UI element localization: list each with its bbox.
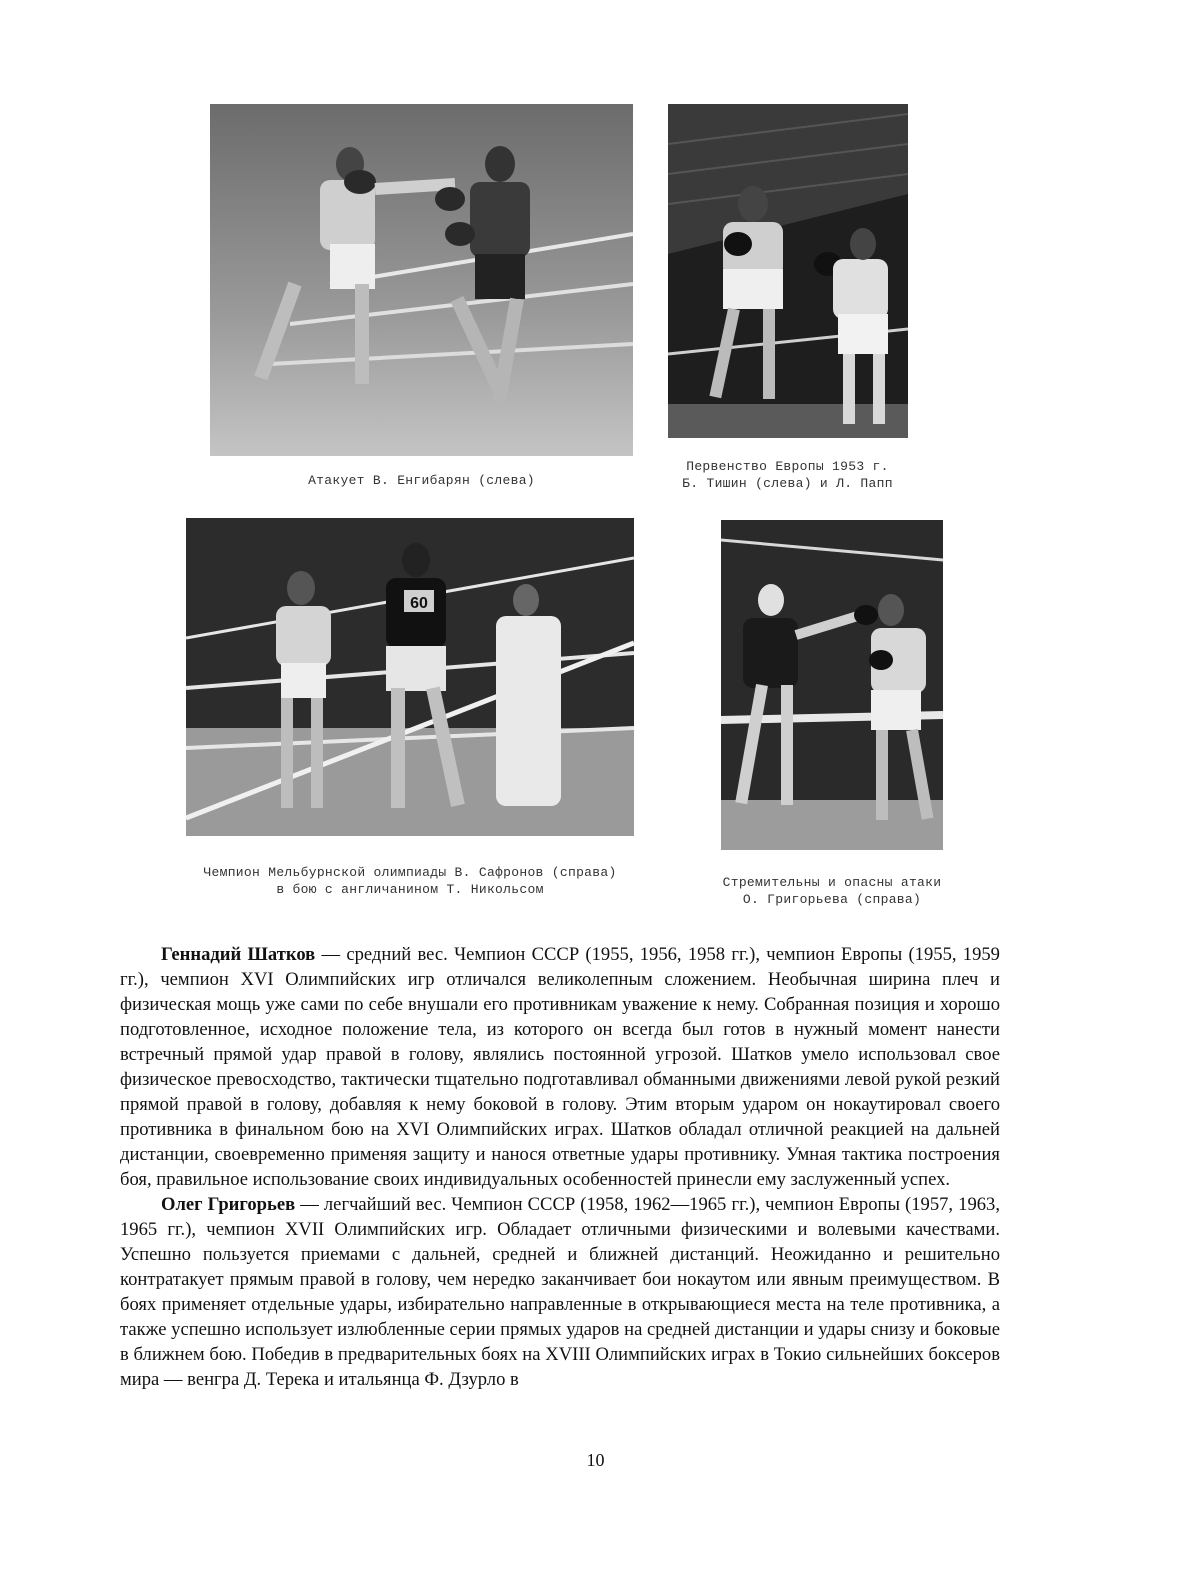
photo-safronov-nicholls: [186, 518, 634, 836]
paragraph-text: — средний вес. Чемпион СССР (1955, 1956, 1958 гг.), чемпион Европы (1955, 1959 гг.), чемпион XVI Олимпийских игр отличался великолепным сложением. Необычная ширина плеч и физическая мощь уже сами по себе внушали его противникам уважение к нему. Собранная позиция и хорошо подготовленное, исходное положение тела, из которого он всегда был готов в нужный момент нанести встречный прямой удар правой в голову, являлись постоянной угрозой. Шатков умело использовал свое физическое превосходство, тактически тщательно подготавливал обманными движениями левой рукой резкий прямой правой в голову, добавляя к нему боковой в голову. Этим вторым ударом он нокаутировал своего противника в финальном бою на XVI Олимпийских играх. Шатков обладал отличной реакцией на дальней дистанции, своевременно применяя защиту и нанося ответные удары противнику. Умная тактика построения боя, правильное использование своих индивидуальных особенностей принесли ему заслуженный успех.: [120, 944, 1000, 1190]
caption-photo-2: [655, 458, 920, 492]
caption-photo-3: [160, 864, 660, 898]
body-text: [120, 942, 1000, 1392]
caption-line: Стремительны и опасны атаки: [722, 875, 942, 890]
caption-line: О. Григорьева (справа): [742, 892, 922, 907]
caption-line: Первенство Европы 1953 г.: [686, 459, 889, 474]
person-name: Геннадий Шатков: [161, 944, 316, 965]
caption-line: Б. Тишин (слева) и Л. Папп: [682, 476, 893, 491]
paragraph-grigoriev: [120, 1192, 1000, 1392]
photo-grigoriev: [721, 520, 943, 850]
person-name: Олег Григорьев: [161, 1194, 296, 1215]
caption-photo-4: [700, 874, 964, 908]
jersey-number: 60: [410, 595, 428, 612]
caption-photo-1: [210, 472, 633, 489]
paragraph-shatkov: [120, 942, 1000, 1192]
caption-line: в бою с англичанином Т. Никольсом: [276, 882, 544, 897]
paragraph-text: — легчайший вес. Чемпион СССР (1958, 1962—1965 гг.), чемпион Европы (1957, 1963, 1965 гг.), чемпион XVII Олимпийских игр. Обладает отличными физическими и волевыми качествами. Успешно пользуется приемами с дальней, средней и ближней дистанций. Неожиданно и решительно контратакует прямым правой в голову, чем нередко заканчивает бои нокаутом или явным преимуществом. В боях применяет отдельные удары, избирательно направленные в открывающиеся места на теле противника, а также успешно использует излюбленные серии прямых ударов на средней дистанции и удары снизу и боковые в ближнем бою. Победив в предварительных боях на XVIII Олимпийских играх в Токио сильнейших боксеров мира — венгра Д. Терека и итальянца Ф. Дзурло в: [120, 1194, 1000, 1390]
caption-line: Чемпион Мельбурнской олимпиады В. Сафронов (справа): [203, 865, 617, 880]
photo-tishin-papp: [668, 104, 908, 438]
page-number: 10: [586, 1450, 605, 1470]
photo-engibaryan: [210, 104, 633, 456]
caption-line: Атакует В. Енгибарян (слева): [308, 473, 535, 488]
